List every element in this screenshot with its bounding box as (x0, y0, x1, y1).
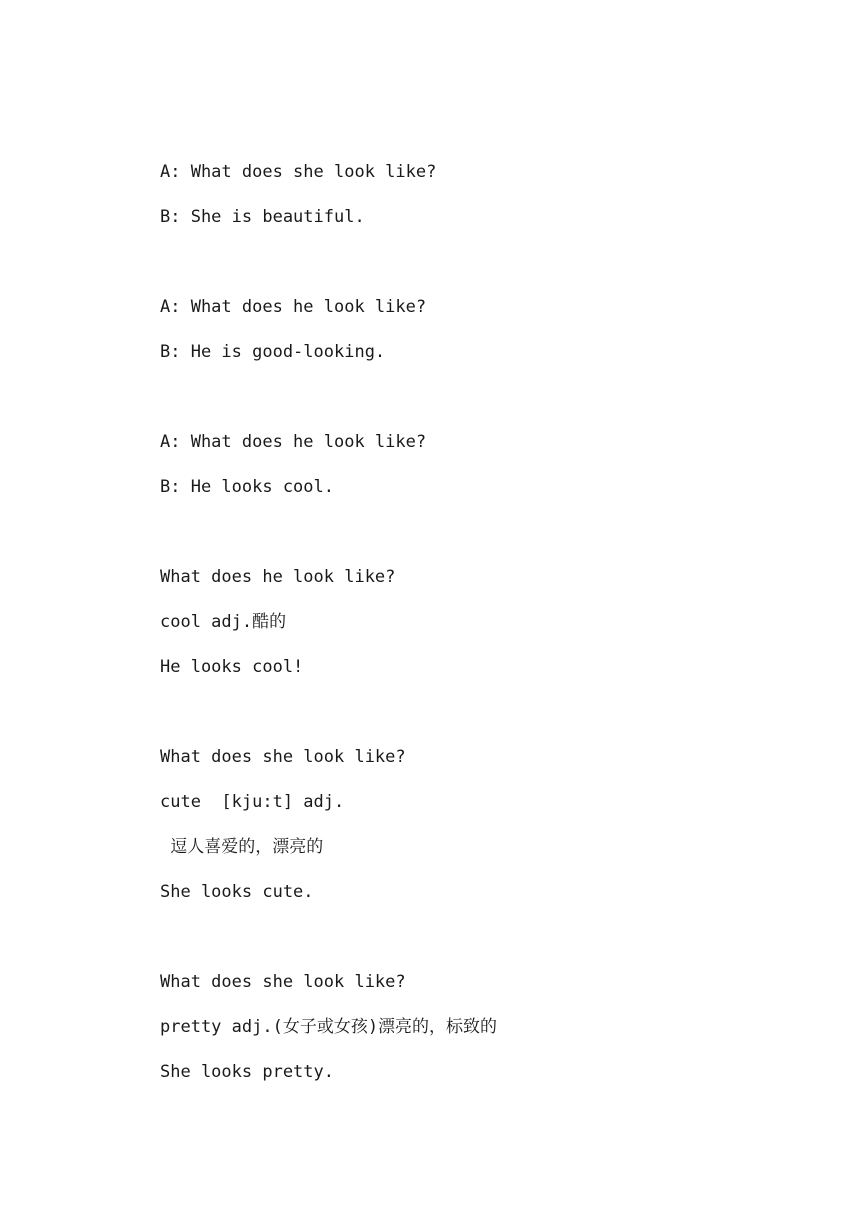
dialogue-line-answer: B: He looks cool. (160, 477, 334, 497)
vocab-definition: cool adj.酷的 (160, 612, 287, 632)
dialogue-line-question: A: What does she look like? (160, 162, 437, 182)
vocab-definition: cute [kju:t] adj. (160, 792, 345, 812)
dialogue-line-answer: B: She is beautiful. (160, 207, 365, 227)
vocab-example: She looks cute. (160, 882, 314, 902)
dialogue-line-question: A: What does he look like? (160, 297, 427, 317)
vocab-question: What does he look like? (160, 567, 396, 587)
vocab-example: He looks cool! (160, 657, 304, 677)
vocab-example: She looks pretty. (160, 1062, 334, 1082)
vocab-definition: pretty adj.(女子或女孩)漂亮的，标致的 (160, 1017, 498, 1037)
vocab-question: What does she look like? (160, 972, 406, 992)
vocab-translation: 逗人喜爱的，漂亮的 (160, 837, 324, 857)
vocab-question: What does she look like? (160, 747, 406, 767)
dialogue-line-answer: B: He is good-looking. (160, 342, 386, 362)
dialogue-line-question: A: What does he look like? (160, 432, 427, 452)
